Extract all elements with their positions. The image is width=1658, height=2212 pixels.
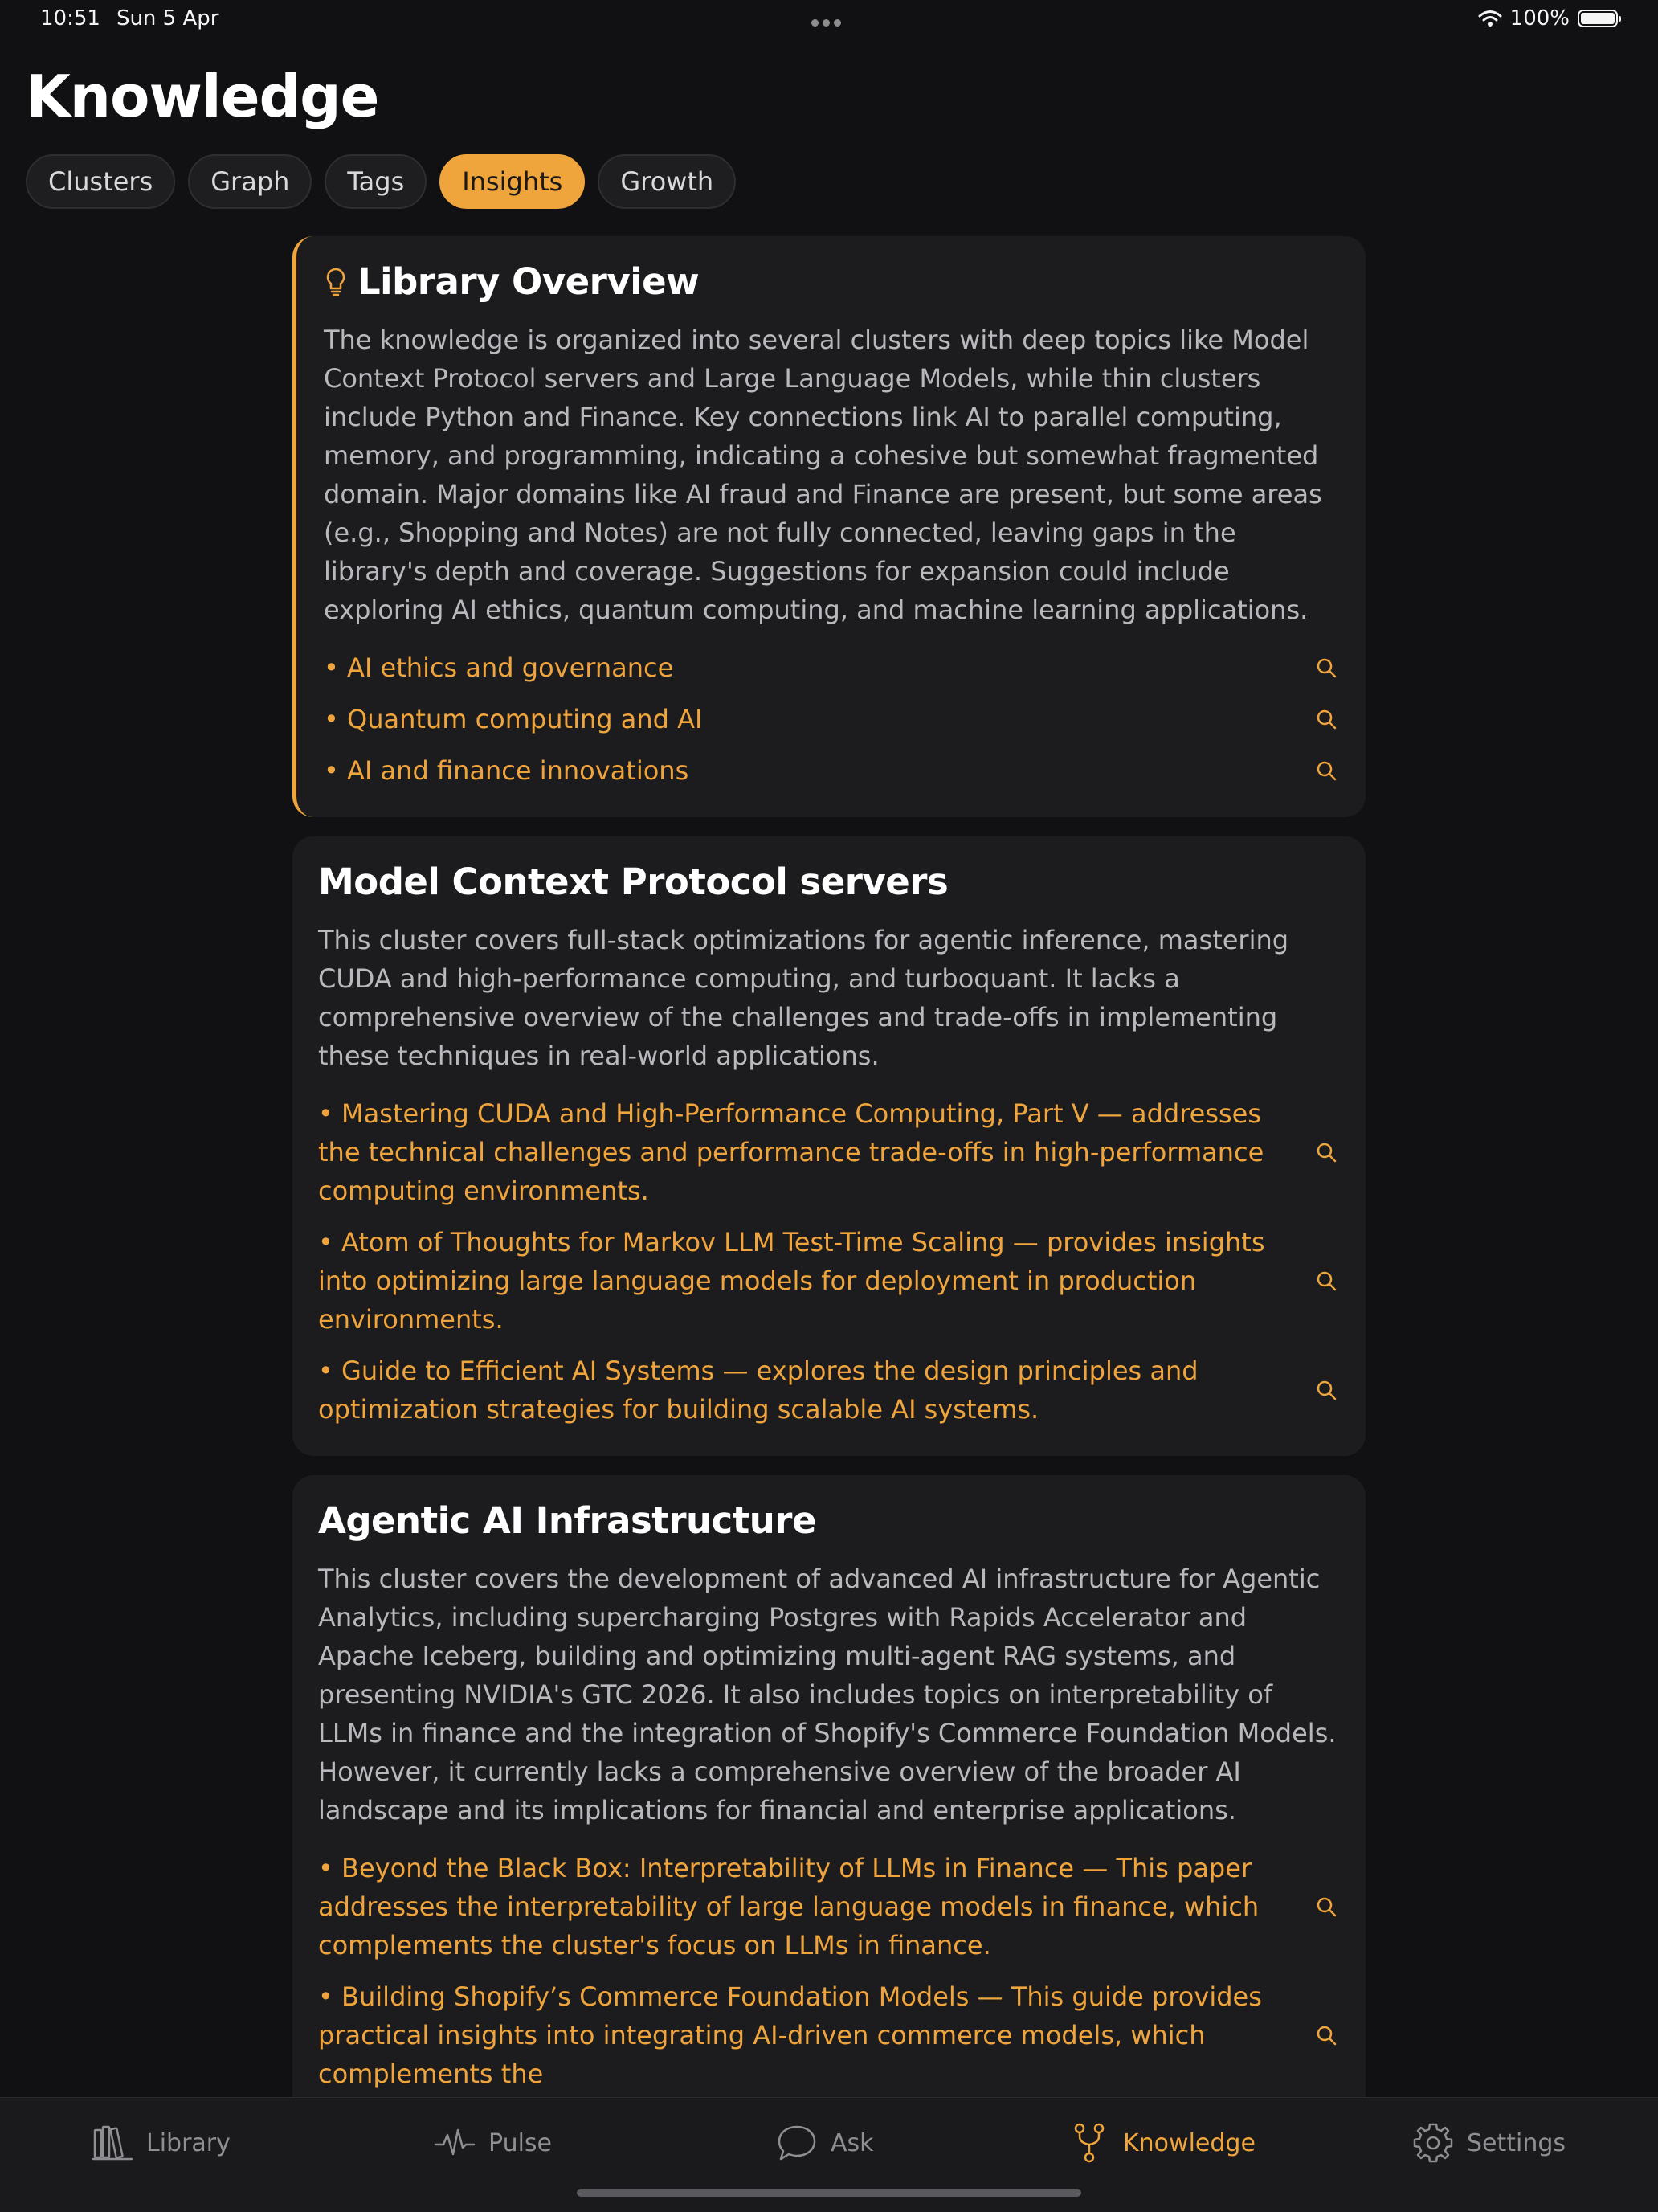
nav-label: Library [146,2128,231,2157]
nav-knowledge[interactable] [1067,2120,1256,2165]
cluster-card-agentic-ai-infrastructure [292,1475,1366,2097]
search-icon[interactable] [1314,1895,1338,1919]
suggestion-text: • Building Shopify’s Commerce Foundation Models — This guide provides practical insights into integrating AI-driven commerce models, which complements the [318,1981,1262,2089]
card-title: Agentic AI Infrastructure [318,1499,816,1542]
nav-label: Settings [1467,2128,1566,2157]
nav-label: Ask [831,2128,874,2157]
multitasking-dots-icon[interactable] [811,14,847,22]
suggestion-item[interactable] [318,1223,1338,1339]
suggestion-item[interactable] [318,1094,1338,1210]
nav-label: Knowledge [1123,2128,1256,2157]
suggestion-item[interactable] [318,1351,1338,1429]
nav-label: Pulse [488,2128,552,2157]
card-title: Model Context Protocol servers [318,861,949,903]
fork-icon [1067,2120,1112,2165]
status-bar [0,0,1658,37]
suggestion-text: • AI and finance innovations [324,755,689,786]
battery-percent: 100% [1509,6,1570,31]
search-icon[interactable] [1314,758,1338,783]
wifi-icon [1478,10,1502,27]
suggestion-item[interactable] [318,1977,1338,2093]
page-title: Knowledge [26,63,379,130]
suggestion-item[interactable] [318,1849,1338,1965]
card-summary: The knowledge is organized into several clusters with deep topics like Model Context Protocol servers and Large Language Models, while thin clusters include Python and Finance. Key connections link AI to parallel computing, memory, and programming, indicating a cohesive but somewhat fragmented domain. Major domains like AI fraud and Finance are present, but some areas (e.g., Shopping and Notes) are not fully connected, leaving gaps in the library's depth and coverage. Suggestions for expansion could include exploring AI ethics, quantum computing, and machine learning applications. [324,325,1322,625]
suggestion-item[interactable] [324,700,1338,738]
tab-tags[interactable]: Tags [325,154,427,209]
suggestion-text: • Atom of Thoughts for Markov LLM Test-Time Scaling — provides insights into optimizing large language models for deployment in production environments. [318,1227,1265,1335]
suggestion-text: • Beyond the Black Box: Interpretability of LLMs in Finance — This paper addresses the interpretability of large language models in finance, which complements the cluster's focus on LLMs in finance. [318,1853,1260,1961]
tab-clusters[interactable]: Clusters [26,154,175,209]
suggestion-item[interactable] [324,648,1338,687]
tab-graph[interactable]: Graph [188,154,312,209]
suggestion-text: • Mastering CUDA and High-Performance Computing, Part V — addresses the technical challenges and performance trade-offs in high-performance computing environments. [318,1098,1264,1206]
search-icon[interactable] [1314,656,1338,680]
card-summary: This cluster covers full-stack optimizations for agentic inference, mastering CUDA and high-performance computing, and turboquant. It lacks a comprehensive overview of the challenges and trade-offs in implementing these techniques in real-world applications. [318,925,1289,1071]
search-icon[interactable] [1314,707,1338,731]
card-summary: This cluster covers the development of advanced AI infrastructure for Agentic Analytics, including supercharging Postgres with Rapids Accelerator and Apache Iceberg, building and optimizing multi-agent RAG systems, and presenting NVIDIA's GTC 2026. It also includes topics on interpretability of LLMs in finance and the integration of Shopify's Commerce Foundation Models. However, it currently lacks a comprehensive overview of the broader AI landscape and its implications for financial and enterprise applications. [318,1564,1337,1826]
search-icon[interactable] [1314,1140,1338,1164]
suggestion-text: • AI ethics and governance [324,652,674,683]
home-indicator[interactable] [577,2189,1081,2197]
tab-insights[interactable]: Insights [439,154,585,209]
segmented-tabs [26,154,736,209]
search-icon[interactable] [1314,1269,1338,1293]
cluster-card-mcp-servers [292,836,1366,1456]
status-time: 10:51 [40,6,100,31]
chat-bubble-icon [774,2120,819,2165]
insights-scroll-area[interactable] [292,236,1366,2097]
lightbulb-icon [324,266,348,298]
suggestion-text: • Guide to Efficient AI Systems — explores the design principles and optimization strategies for building scalable AI systems. [318,1355,1199,1425]
status-date: Sun 5 Apr [116,6,219,31]
tab-growth[interactable]: Growth [598,154,736,209]
library-overview-card [292,236,1366,817]
suggestion-text: • Quantum computing and AI [324,704,703,734]
search-icon[interactable] [1314,1378,1338,1402]
nav-ask[interactable] [774,2120,874,2165]
nav-library[interactable] [90,2120,231,2165]
pulse-icon [432,2120,477,2165]
card-title: Library Overview [357,260,700,303]
library-icon [90,2120,135,2165]
suggestion-item[interactable] [324,751,1338,790]
nav-settings[interactable] [1411,2120,1566,2165]
battery-icon [1578,10,1618,27]
gear-icon [1411,2120,1456,2165]
nav-pulse[interactable] [432,2120,552,2165]
search-icon[interactable] [1314,2023,1338,2047]
